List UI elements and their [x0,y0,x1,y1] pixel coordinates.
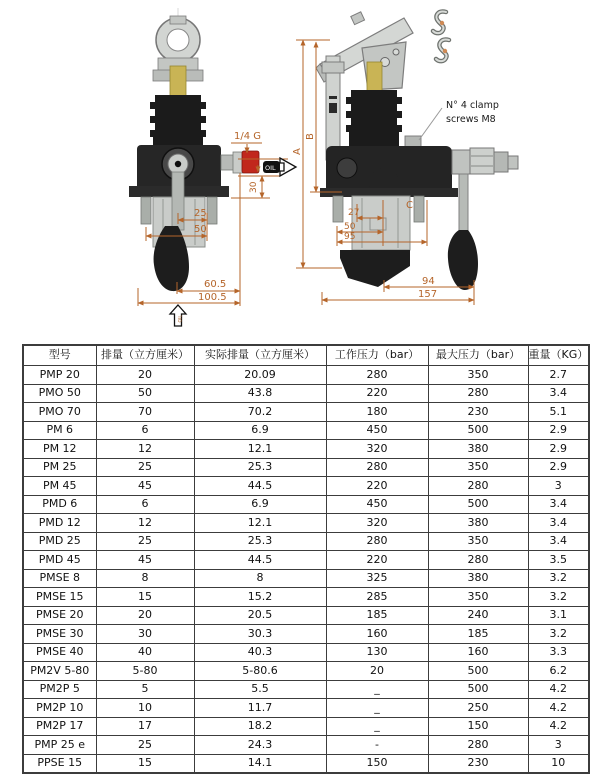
table-cell: 220 [326,384,428,403]
table-cell: PM2P 17 [23,717,96,736]
table-cell: 10 [528,754,589,773]
dim-label-50-side: 50 [344,222,356,232]
table-cell: 350 [428,532,528,551]
table-cell: 43.8 [194,384,326,403]
table-cell: PMSE 40 [23,643,96,662]
table-cell: PMSE 8 [23,569,96,588]
table-cell: 11.7 [194,699,326,718]
table-cell: PPSE 15 [23,754,96,773]
table-cell: 5.1 [528,403,589,422]
table-cell: 20 [326,662,428,681]
table-cell: 380 [428,440,528,459]
release-lever-rod [459,174,468,232]
table-cell: 15 [96,588,194,607]
table-cell: 500 [428,680,528,699]
dim-label-60-5: 60.5 [204,279,227,290]
table-cell: PM2P 10 [23,699,96,718]
dim-label-a: A [292,148,303,155]
table-cell: PM 12 [23,440,96,459]
table-cell: 5-80.6 [194,662,326,681]
table-cell: 3.4 [528,384,589,403]
table-cell: 5-80 [96,662,194,681]
table-cell: 3.3 [528,643,589,662]
mounting-stud-left [141,197,151,224]
table-cell: 15 [96,754,194,773]
dim-label-b: B [305,133,316,140]
table-row [23,458,589,477]
table-cell: PMSE 15 [23,588,96,607]
table-cell: 44.5 [194,551,326,570]
table-cell: PMP 20 [23,366,96,385]
table-header-cell: 实际排量（立方厘米） [194,345,326,366]
table-cell: 50 [96,384,194,403]
table-cell: PM2V 5-80 [23,662,96,681]
clamp-note-line1: N° 4 clamp [446,100,499,111]
table-cell: PM 45 [23,477,96,496]
table-cell: 3.4 [528,532,589,551]
table-cell: 160 [326,625,428,644]
table-cell: 15.2 [194,588,326,607]
table-cell: 185 [428,625,528,644]
svg-text:OIL: OIL [178,315,184,323]
table-cell: PM 6 [23,421,96,440]
table-cell: _ [326,699,428,718]
table-cell: 30 [96,625,194,644]
table-cell: PM2P 5 [23,680,96,699]
table-row [23,384,589,403]
table-cell: 12 [96,514,194,533]
red-cap [242,151,259,173]
table-row [23,477,589,496]
table-row [23,551,589,570]
clamp-clip-icons [433,12,449,62]
table-cell: 70.2 [194,403,326,422]
table-cell: 380 [428,569,528,588]
dim-label-25: 25 [194,208,207,219]
table-cell: 3.5 [528,551,589,570]
table-cell: 450 [326,421,428,440]
table-row [23,588,589,607]
pump-body-side [320,146,458,198]
table-cell: 3.2 [528,625,589,644]
dim-label-30: 30 [249,181,259,193]
table-row [23,569,589,588]
table-cell: 12.1 [194,440,326,459]
table-row [23,606,589,625]
table-cell: 280 [326,366,428,385]
table-cell: 3 [528,736,589,755]
table-cell: 230 [428,754,528,773]
table-cell: 18.2 [194,717,326,736]
oil-in-arrow-icon [170,305,186,326]
table-cell: 325 [326,569,428,588]
table-row [23,680,589,699]
table-cell: 44.5 [194,477,326,496]
table-row [23,754,589,773]
pump-front-view [129,8,296,326]
table-header-cell: 重量（KG） [528,345,589,366]
table-cell: 3.2 [528,569,589,588]
dim-label-157: 157 [418,289,438,300]
table-cell: 40 [96,643,194,662]
valve-fittings [452,148,518,174]
table-cell: 280 [428,551,528,570]
table-cell: 500 [428,421,528,440]
table-cell: 3 [528,477,589,496]
bellows [150,95,206,147]
table-cell: PMD 6 [23,495,96,514]
table-cell: 25.3 [194,458,326,477]
table-cell: PMP 25 e [23,736,96,755]
svg-text:OIL: OIL [265,164,276,172]
table-header-cell: 型号 [23,345,96,366]
table-cell: 6 [96,421,194,440]
table-cell: 280 [326,458,428,477]
table-cell: _ [326,717,428,736]
table-cell: 40.3 [194,643,326,662]
table-cell: 20.09 [194,366,326,385]
table-cell: 30.3 [194,625,326,644]
table-cell: 6 [96,495,194,514]
table-cell: 4.2 [528,680,589,699]
table-cell: 5.5 [194,680,326,699]
table-cell: 4.2 [528,717,589,736]
table-row [23,495,589,514]
table-cell: 220 [326,551,428,570]
table-header-row [23,345,589,366]
table-cell: 5 [96,680,194,699]
table-cell: 24.3 [194,736,326,755]
dim-label-100-5: 100.5 [198,292,227,303]
table-cell: PM 25 [23,458,96,477]
table-cell: 3.2 [528,588,589,607]
technical-drawings [0,0,608,340]
table-row [23,514,589,533]
table-cell: 280 [428,384,528,403]
table-cell: 6.9 [194,421,326,440]
table-cell: 280 [326,532,428,551]
table-cell: 6.9 [194,495,326,514]
dim-label-94: 94 [422,276,435,287]
dim-label-50: 50 [194,224,207,235]
table-cell: 350 [428,588,528,607]
table-cell: 3.4 [528,495,589,514]
dim-label-c: C [406,200,413,211]
stud-side-left [333,196,343,222]
table-cell: 280 [428,736,528,755]
table-cell: 285 [326,588,428,607]
table-row [23,440,589,459]
table-cell: 130 [326,643,428,662]
table-cell: PMD 25 [23,532,96,551]
table-cell: 20.5 [194,606,326,625]
tank-bottom-spout [340,250,410,287]
outlet-port [221,151,259,173]
link-bar [322,56,344,160]
release-lever-grip [448,230,478,290]
table-cell: 280 [428,477,528,496]
table-row [23,662,589,681]
table-cell: 230 [428,403,528,422]
table-cell: 14.1 [194,754,326,773]
table-cell: 320 [326,440,428,459]
table-cell: 185 [326,606,428,625]
table-cell: _ [326,680,428,699]
table-cell: 500 [428,662,528,681]
table-cell: 25 [96,458,194,477]
table-cell: 450 [326,495,428,514]
table-row [23,717,589,736]
table-cell: 20 [96,606,194,625]
table-cell: 45 [96,477,194,496]
table-cell: 12 [96,440,194,459]
table-row [23,643,589,662]
table-row [23,532,589,551]
table-cell: 8 [96,569,194,588]
table-cell: 2.9 [528,440,589,459]
table-cell: PMD 12 [23,514,96,533]
table-cell: 3.4 [528,514,589,533]
table-row [23,736,589,755]
table-cell: PMO 50 [23,384,96,403]
table-cell: 8 [194,569,326,588]
table-cell: 6.2 [528,662,589,681]
table-cell: 180 [326,403,428,422]
table-header-cell: 工作压力（bar） [326,345,428,366]
table-cell: 320 [326,514,428,533]
bellows-side [346,90,402,146]
table-cell: 4.2 [528,699,589,718]
table-cell: 12.1 [194,514,326,533]
table-header-cell: 排量（立方厘米） [96,345,194,366]
table-cell: 250 [428,699,528,718]
table-cell: 500 [428,495,528,514]
table-cell: PMSE 20 [23,606,96,625]
piston-rod-side [367,62,382,92]
table-cell: 45 [96,551,194,570]
table-cell: 350 [428,366,528,385]
table-cell: 240 [428,606,528,625]
table-cell: 2.9 [528,458,589,477]
table-row [23,625,589,644]
table-cell: 220 [326,477,428,496]
table-cell: 350 [428,458,528,477]
table-cell: 2.7 [528,366,589,385]
clamp-note-line2: screws M8 [446,114,496,125]
table-row [23,421,589,440]
table-header-cell: 最大压力（bar） [428,345,528,366]
table-cell: 160 [428,643,528,662]
table-cell: 150 [428,717,528,736]
table-cell: 25 [96,736,194,755]
dim-label-95: 95 [344,232,356,242]
table-row [23,403,589,422]
table-cell: PMSE 30 [23,625,96,644]
table-cell: 150 [326,754,428,773]
mounting-stud-right [207,197,217,224]
table-row [23,699,589,718]
table-cell: - [326,736,428,755]
table-cell: 25.3 [194,532,326,551]
table-cell: PMD 45 [23,551,96,570]
clamp-note-leader [419,108,442,140]
table-cell: 25 [96,532,194,551]
table-cell: 380 [428,514,528,533]
dim-label-port: 1/4 G [234,131,262,142]
table-cell: 3.1 [528,606,589,625]
table-cell: 20 [96,366,194,385]
table-cell: PMO 70 [23,403,96,422]
table-cell: 70 [96,403,194,422]
pump-side-view [292,12,518,305]
spec-table [22,344,590,774]
table-cell: 17 [96,717,194,736]
table-row [23,366,589,385]
table-cell: 10 [96,699,194,718]
table-cell: 2.9 [528,421,589,440]
piston-rod [170,66,186,98]
oil-out-arrow-icon [263,158,296,176]
spec-table-body [23,366,589,774]
spec-table-head [23,345,589,366]
dim-label-27: 27 [348,208,360,218]
stud-side-right [414,196,424,222]
